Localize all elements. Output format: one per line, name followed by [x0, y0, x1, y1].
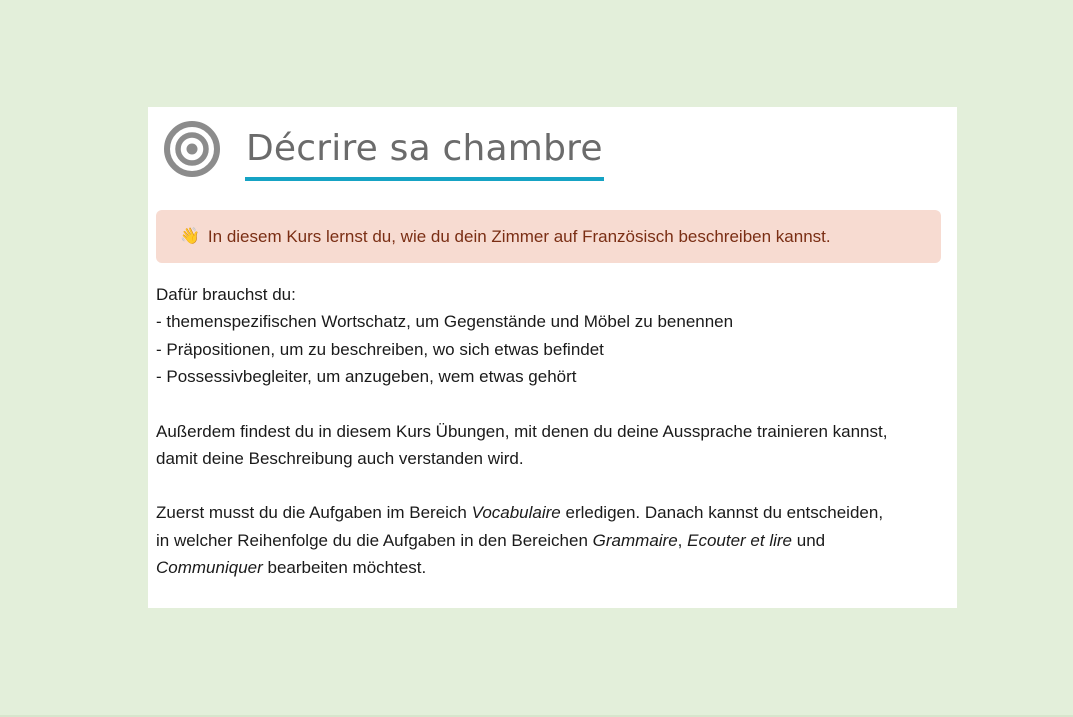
text-run: bearbeiten möchtest.: [262, 558, 427, 578]
pronunciation-paragraph-line: Außerdem findest du in diesem Kurs Übungen, mit denen du deine Aussprache trainieren kannst,: [156, 421, 888, 441]
info-callout: [156, 210, 941, 263]
paragraph-spacer: [156, 391, 946, 418]
order-paragraph-line: [156, 499, 946, 526]
callout-text: In diesem Kurs lernst du, wie du dein Zimmer auf Französisch beschreiben kannst.: [207, 226, 831, 246]
section-name-communiquer: Communiquer: [156, 558, 263, 578]
target-icon: [164, 121, 220, 177]
section-name-ecouter-et-lire: Ecouter et lire: [687, 530, 793, 550]
lesson-description: [156, 281, 946, 582]
requirement-item: - Präpositionen, um zu beschreiben, wo sich etwas befindet: [156, 339, 604, 359]
waving-hand-icon: 👋: [180, 227, 200, 245]
text-run: ,: [677, 530, 688, 550]
section-name-vocabulaire: Vocabulaire: [471, 503, 561, 523]
text-run: in welcher Reihenfolge du die Aufgaben in den Bereichen: [156, 530, 593, 550]
text-run: Zuerst musst du die Aufgaben im Bereich: [156, 503, 472, 523]
lesson-card: [148, 107, 957, 608]
requirements-intro: Dafür brauchst du:: [156, 285, 296, 304]
order-paragraph-line: [156, 554, 946, 581]
page-title: Décrire sa chambre: [245, 125, 604, 181]
lesson-header: [164, 121, 604, 183]
text-run: und: [792, 530, 826, 550]
title-wrap: [245, 125, 604, 181]
text-run: erledigen. Danach kannst du entscheiden,: [560, 503, 884, 523]
requirement-item: - Possessivbegleiter, um anzugeben, wem etwas gehört: [156, 367, 577, 387]
paragraph-spacer: [156, 472, 946, 499]
pronunciation-paragraph-line: damit deine Beschreibung auch verstanden wird.: [156, 449, 524, 469]
requirement-item: - themenspezifischen Wortschatz, um Gegenstände und Möbel zu benennen: [156, 312, 734, 332]
section-name-grammaire: Grammaire: [592, 530, 678, 550]
order-paragraph-line: [156, 527, 946, 554]
